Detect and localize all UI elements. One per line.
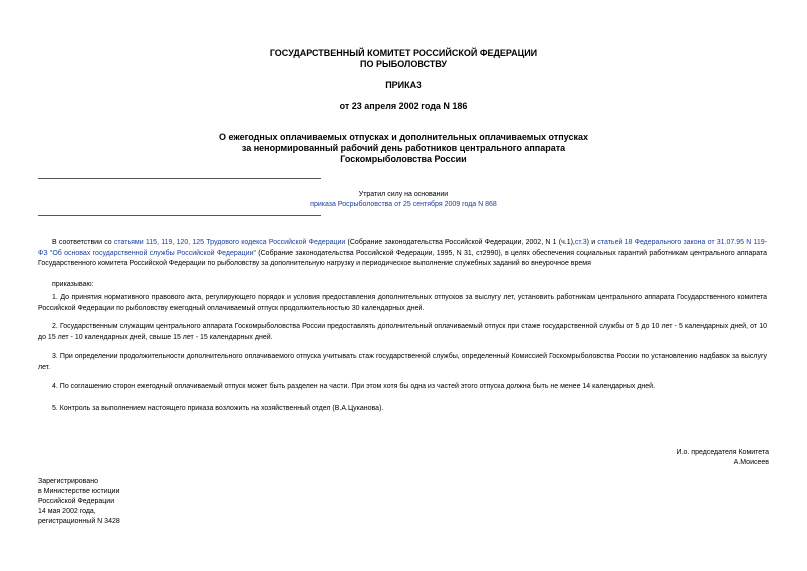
registration-line: Российской Федерации bbox=[38, 498, 115, 505]
registration-line: Зарегистрировано bbox=[38, 478, 98, 485]
preamble-text: В соответствии со bbox=[52, 239, 114, 246]
registration-line: регистрационный N 3428 bbox=[38, 518, 120, 525]
issuing-authority-line2: ПО РЫБОЛОВСТВУ bbox=[359, 59, 448, 69]
order-item-4: 4. По соглашению сторон ежегодный оплачиваемый отпуск может быть разделен на части. При этом хотя бы одна из частей этого отпуска должна быть не менее 14 календарных дней. bbox=[52, 383, 656, 390]
registration-line: в Министерстве юстиции bbox=[38, 488, 120, 495]
repeal-order-link[interactable]: приказа Росрыболовства от 25 сентября 2009 года N 868 bbox=[310, 201, 497, 208]
registration-line: 14 мая 2002 года, bbox=[38, 508, 96, 515]
document-date-number: от 23 апреля 2002 года N 186 bbox=[339, 101, 468, 111]
signature-name: А.Моисеев bbox=[733, 459, 769, 466]
document-type: ПРИКАЗ bbox=[385, 80, 422, 90]
order-item-1: 1. До принятия нормативного правового акта, регулирующего порядок и условия предоставления дополнительных отпусков за выслугу лет, установить работникам центрального аппарата Государственного комитета Российской Федерации по рыболовству ежегодный оплачиваемый отпуск продолжительностью 30 календарных дней. bbox=[38, 294, 767, 312]
status-note-text: Утратил силу на основании bbox=[358, 191, 449, 198]
document-title-line1: О ежегодных оплачиваемых отпусках и дополнительных оплачиваемых отпусках bbox=[219, 132, 588, 142]
preamble-text: (Собрание законодательства Российской Федерации, 1995, N 31, ст2990), в целях обеспечения социальных гарантий работникам центрального аппарата Государственного комитета Российской Федерации по рыболовству за дополнительную нагрузку и периодическое выполнение служебных заданий во внеурочное время bbox=[38, 249, 767, 267]
document-title-line3: Госкомрыболовства России bbox=[340, 154, 467, 164]
order-word: приказываю: bbox=[52, 281, 94, 288]
labor-code-link[interactable]: статьями 115, 119, 120, 125 Трудового кодекса Российской Федерации bbox=[113, 239, 346, 246]
article-link[interactable]: ст.3 bbox=[574, 239, 587, 246]
order-item-5: 5. Контроль за выполнением настоящего приказа возложить на хозяйственный отдел (В.А.Цуканова). bbox=[52, 405, 384, 412]
preamble-text: ) и bbox=[586, 239, 598, 246]
preamble-text: (Собрание законодательства Российской Федерации, 2002, N 1 (ч.1), bbox=[345, 239, 575, 246]
order-item-2: 2. Государственным служащим центрального аппарата Госкомрыболовства России предоставлять дополнительный оплачиваемый отпуск при стаже государственной службы от 5 до 10 лет - 5 календарных дней, от 10 до 15 лет - 10 календарных дней, свыше 15 лет - 15 календарных дней. bbox=[38, 323, 767, 341]
issuing-authority-line1: ГОСУДАРСТВЕННЫЙ КОМИТЕТ РОССИЙСКОЙ ФЕДЕРАЦИИ bbox=[269, 48, 538, 58]
document-title-line2: за ненормированный рабочий день работников центрального аппарата bbox=[241, 143, 566, 153]
preamble-paragraph bbox=[38, 238, 767, 270]
divider-top bbox=[38, 178, 321, 179]
divider-bottom bbox=[38, 215, 321, 216]
signature-position: И.о. председателя Комитета bbox=[676, 449, 769, 456]
federal-law-link[interactable]: статьей 18 Федерального закона от 31.07.95 N 119-ФЗ "Об основах государственной службы Российской Федерации" bbox=[38, 239, 767, 257]
order-item-3: 3. При определении продолжительности дополнительного оплачиваемого отпуска учитывать стаж государственной службы, определенный Комиссией Госкомрыболовства России по установлению надбавок за выслугу лет. bbox=[38, 353, 767, 371]
